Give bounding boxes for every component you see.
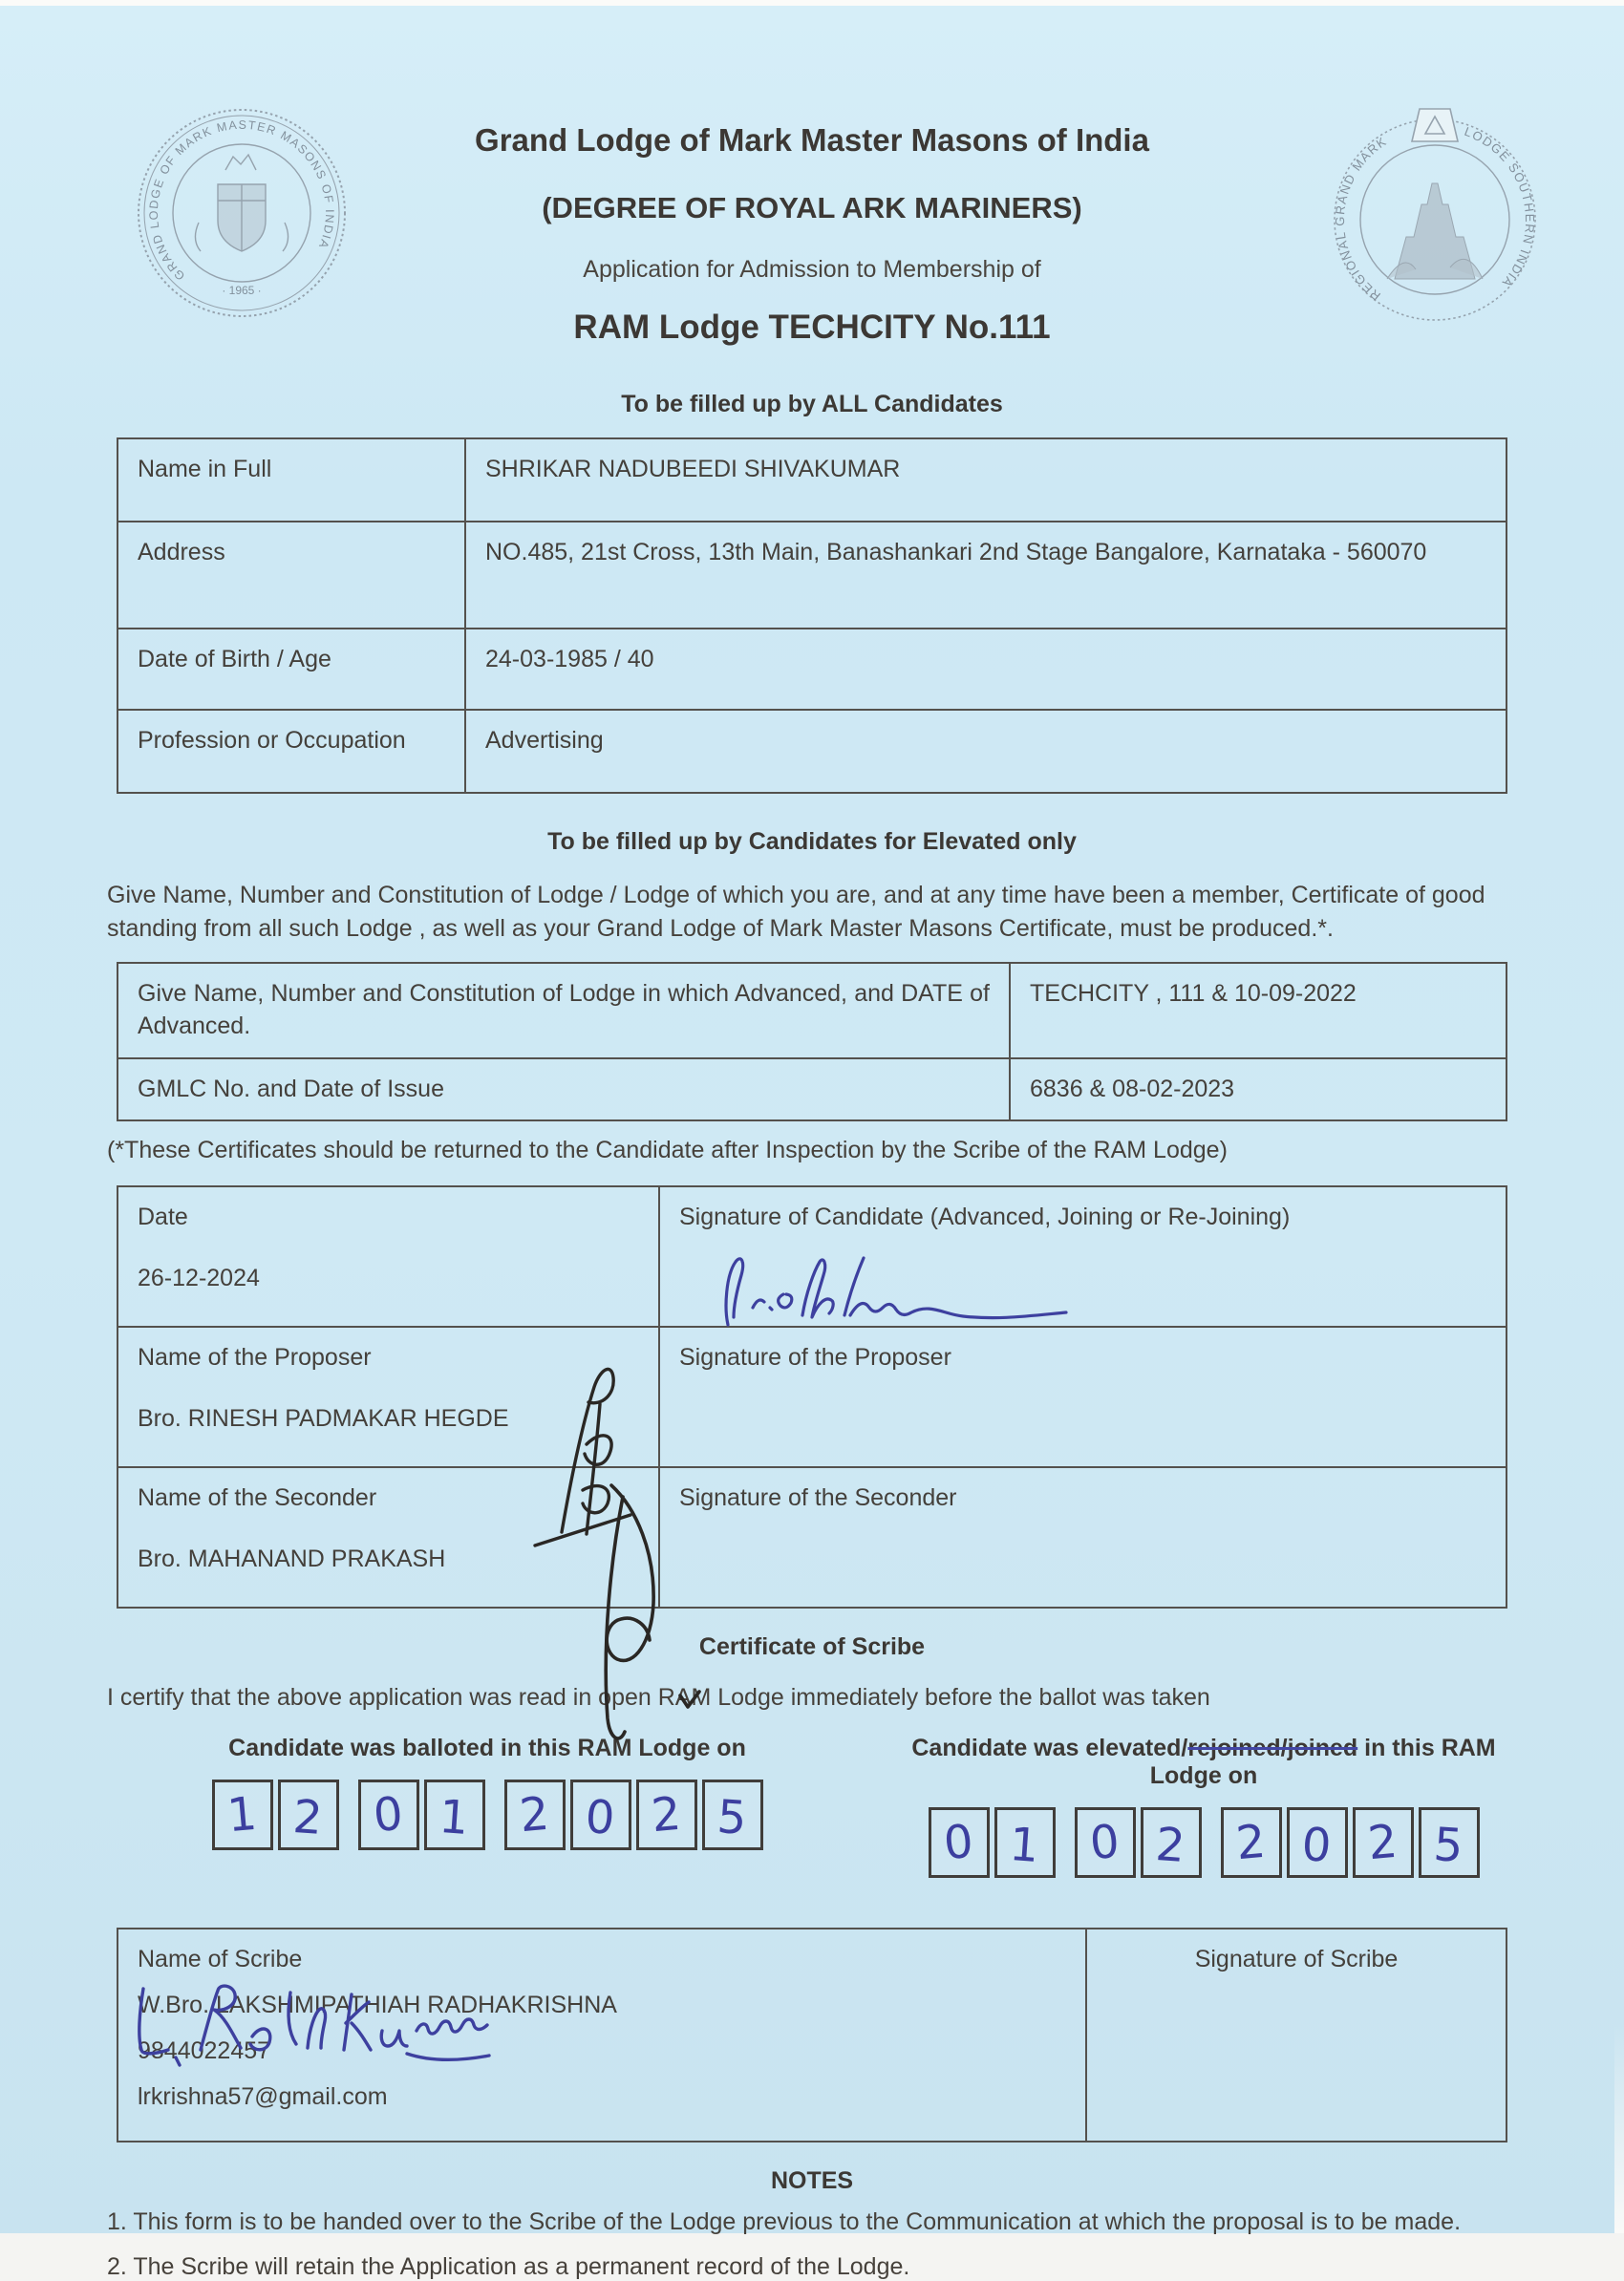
table-row xyxy=(118,1929,1506,2141)
elevated-block xyxy=(888,1735,1519,1878)
field-label: Signature of the Proposer xyxy=(679,1344,951,1372)
certificate-of-scribe-heading: Certificate of Scribe xyxy=(698,1633,926,1661)
signatures-table xyxy=(117,1185,1507,1609)
field-label: Name of the Seconder xyxy=(138,1484,377,1512)
field-value: NO.485, 21st Cross, 13th Main, Banashankari 2nd Stage Bangalore, Karnataka - 560070 xyxy=(464,522,1506,628)
elevated-heading-prefix: Candidate was elevated/ xyxy=(911,1735,1188,1762)
balloted-heading: Candidate was balloted in this RAM Lodge on xyxy=(228,1735,746,1762)
handwritten-digit: 2 xyxy=(1365,1815,1400,1871)
handwritten-digit: 0 xyxy=(1300,1818,1334,1874)
field-label: Date of Birth / Age xyxy=(138,646,331,672)
date-box xyxy=(212,1780,273,1850)
date-box xyxy=(1419,1807,1480,1878)
handwritten-digit: 0 xyxy=(584,1790,617,1846)
year-boxes xyxy=(504,1780,763,1850)
day-boxes xyxy=(929,1807,1056,1878)
candidate-signature-cell xyxy=(658,1187,1506,1326)
proposer-signature-cell xyxy=(658,1328,1506,1466)
field-value: 6836 & 08-02-2023 xyxy=(1009,1059,1506,1120)
handwritten-digit: 1 xyxy=(438,1790,471,1846)
table-row xyxy=(118,1466,1506,1607)
candidate-details-table xyxy=(117,437,1507,794)
date-box xyxy=(1353,1807,1414,1878)
handwritten-digit: 0 xyxy=(1087,1815,1122,1871)
field-value: 24-03-1985 / 40 xyxy=(464,629,1506,709)
balloted-date-boxes xyxy=(182,1780,793,1850)
field-value: SHRIKAR NADUBEEDI SHIVAKUMAR xyxy=(464,439,1506,521)
elevated-date-boxes xyxy=(888,1807,1519,1878)
table-row xyxy=(118,1057,1506,1120)
field-value: TECHCITY , 111 & 10-09-2022 xyxy=(1009,964,1506,1057)
table-row xyxy=(118,1187,1506,1326)
field-label: Signature of Scribe xyxy=(1194,1946,1399,1973)
handwritten-digit: 0 xyxy=(941,1815,976,1871)
handwritten-digit: 5 xyxy=(716,1790,749,1846)
candidate-signature xyxy=(711,1233,1122,1338)
date-box xyxy=(358,1780,419,1850)
field-label: Signature of the Seconder xyxy=(679,1484,957,1512)
all-candidates-heading: To be filled up by ALL Candidates xyxy=(621,391,1003,417)
year-boxes xyxy=(1221,1807,1480,1878)
handwritten-digit: 2 xyxy=(291,1790,325,1846)
field-label: GMLC No. and Date of Issue xyxy=(138,1075,444,1102)
date-box xyxy=(636,1780,697,1850)
right-seal-temple-icon xyxy=(1387,183,1483,279)
elevated-instruction: Give Name, Number and Constitution of Lodge / Lodge of which you are, and at any time have been a member, Certificate of good standing from all such Lodge , as well as your Grand Lodge of Mark Master Masons Certificate, must be produced.*. xyxy=(107,882,1485,942)
certify-line: I certify that the above application was read in open RAM Lodge immediately before the ballot was taken xyxy=(107,1684,1210,1712)
date-cell xyxy=(118,1187,658,1326)
day-boxes xyxy=(212,1780,339,1850)
field-value: Bro. RINESH PADMAKAR HEGDE xyxy=(138,1405,509,1432)
elevated-heading-struck: rejoined/joined xyxy=(1187,1735,1358,1762)
left-seal-ring-text: GRAND LODGE OF MARK MASTER MASONS OF INDIA xyxy=(146,117,337,284)
table-row xyxy=(118,439,1506,521)
left-seal-crest xyxy=(195,155,288,251)
table-row xyxy=(118,709,1506,792)
date-box xyxy=(570,1780,631,1850)
scribe-signature-cell xyxy=(1085,1929,1506,2141)
field-value: Advertising xyxy=(464,711,1506,792)
application-line: Application for Admission to Membership of xyxy=(583,256,1041,283)
field-value: Bro. MAHANAND PRAKASH xyxy=(138,1546,446,1572)
notes-heading: NOTES xyxy=(770,2167,854,2195)
date-box xyxy=(424,1780,485,1850)
date-box xyxy=(1075,1807,1136,1878)
scribe-details-cell xyxy=(118,1929,1085,2141)
scribe-phone: 9844022457 xyxy=(138,2036,271,2064)
date-box xyxy=(702,1780,763,1850)
date-box xyxy=(1221,1807,1282,1878)
handwritten-digit: 5 xyxy=(1432,1818,1465,1874)
grand-lodge-seal-icon xyxy=(132,103,352,323)
svg-text:REGIONAL GRAND MARK xyxy=(1333,134,1390,304)
field-label: Date xyxy=(138,1204,188,1231)
date-box xyxy=(1141,1807,1202,1878)
date-box xyxy=(994,1807,1056,1878)
left-seal-year: · 1965 · xyxy=(222,284,262,297)
field-label: Profession or Occupation xyxy=(138,727,406,754)
field-label: Give Name, Number and Constitution of Lodge in which Advanced, and DATE of Advanced. xyxy=(138,980,990,1039)
handwritten-digit: 2 xyxy=(517,1787,552,1844)
right-seal-ring-text-right: LODGE SOUTHERN INDIA xyxy=(1462,123,1538,291)
field-label: Name of Scribe xyxy=(138,1946,303,1973)
right-seal-keystone-icon xyxy=(1412,109,1458,141)
scribe-table xyxy=(117,1928,1507,2142)
field-value: 26-12-2024 xyxy=(138,1265,260,1291)
handwritten-digit: 0 xyxy=(371,1787,406,1844)
field-label: Address xyxy=(138,539,225,565)
field-label: Name in Full xyxy=(138,456,272,482)
date-box xyxy=(278,1780,339,1850)
date-box xyxy=(1287,1807,1348,1878)
proposer-cell xyxy=(118,1328,658,1466)
month-boxes xyxy=(358,1780,485,1850)
note-item: 1. This form is to be handed over to the Scribe of the Lodge previous to the Communication at which the proposal is to be made. xyxy=(107,2208,1462,2236)
field-label: Signature of Candidate (Advanced, Joining or Re-Joining) xyxy=(679,1204,1291,1231)
note-item: 2. The Scribe will retain the Application as a permanent record of the Lodge. xyxy=(107,2253,910,2281)
seconder-cell xyxy=(118,1468,658,1607)
handwritten-digit: 2 xyxy=(1154,1818,1187,1874)
ballot-dates-section xyxy=(0,1735,1624,1916)
table-row xyxy=(118,628,1506,709)
date-box xyxy=(504,1780,566,1850)
month-boxes xyxy=(1075,1807,1202,1878)
table-row xyxy=(118,964,1506,1057)
field-label: Name of the Proposer xyxy=(138,1344,372,1372)
scribe-email: lrkrishna57@gmail.com xyxy=(138,2082,388,2110)
certificates-return-note: (*These Certificates should be returned to the Candidate after Inspection by the Scribe of the RAM Lodge) xyxy=(107,1137,1228,1164)
advancement-table xyxy=(117,962,1507,1121)
date-box xyxy=(929,1807,990,1878)
handwritten-digit: 1 xyxy=(1008,1818,1041,1874)
handwritten-digit: 1 xyxy=(224,1787,260,1844)
elevated-heading xyxy=(888,1735,1519,1790)
degree-subtitle: (DEGREE OF ROYAL ARK MARINERS) xyxy=(542,191,1082,224)
regional-grand-mark-seal-icon xyxy=(1320,96,1549,334)
elevated-only-heading: To be filled up by Candidates for Elevated only xyxy=(547,828,1077,855)
lodge-name-line: RAM Lodge TECHCITY No.111 xyxy=(573,309,1051,346)
seconder-signature-cell xyxy=(658,1468,1506,1607)
table-row xyxy=(118,521,1506,628)
elevated-heading-suffix: in this RAM Lodge on xyxy=(1149,1735,1496,1790)
balloted-block xyxy=(182,1735,793,1850)
right-seal-ring-text-left: REGIONAL GRAND MARK xyxy=(1332,133,1390,304)
handwritten-digit: 2 xyxy=(649,1787,684,1844)
page-title: Grand Lodge of Mark Master Masons of India xyxy=(475,122,1149,158)
table-row xyxy=(118,1326,1506,1466)
scribe-name: W.Bro. LAKSHMIPATHIAH RADHAKRISHNA xyxy=(138,1992,617,2018)
handwritten-digit: 2 xyxy=(1233,1815,1269,1871)
